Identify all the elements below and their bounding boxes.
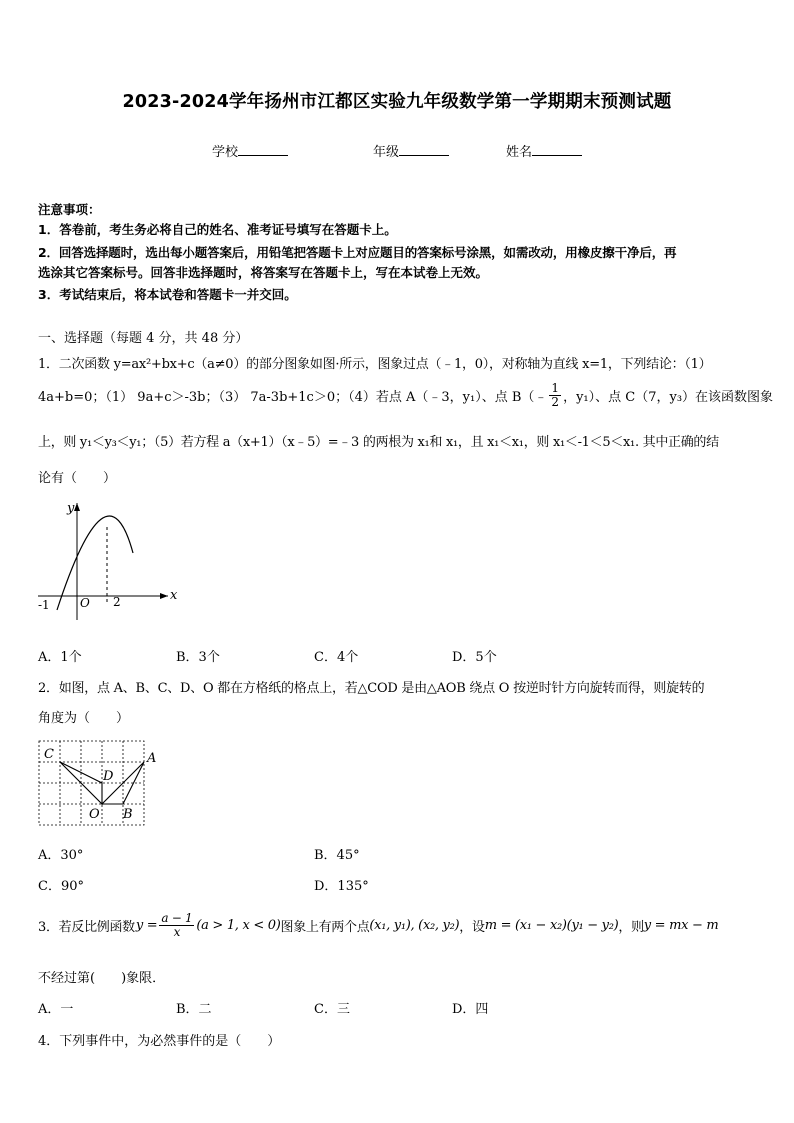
q1-option-b: B．3个 [176, 650, 220, 665]
q3-points: (x₁, y₁), (x₂, y₂) [369, 918, 460, 933]
page-title: 2023-2024学年扬州市江都区实验九年级数学第一学期期末预测试题 [122, 92, 672, 112]
graph-origin-label: O [80, 596, 90, 610]
q3-line-equation: y = mx − m [643, 918, 719, 933]
school-field [212, 141, 288, 160]
school-blank [238, 143, 288, 156]
q1-frac-num: 1 [551, 381, 560, 395]
q2-option-c: C．90° [38, 879, 84, 894]
q1-option-d: D．5个 [452, 650, 497, 665]
section-heading: 一、选择题（每题 4 分，共 48 分） [38, 331, 249, 346]
q1-fraction [549, 382, 561, 409]
q3-option-b: B．二 [176, 1002, 212, 1017]
q3-fraction [159, 912, 194, 939]
q3-option-d: D．四 [452, 1002, 489, 1017]
q3-condition: (a > 1, x < 0) [196, 918, 281, 933]
grid-label-d: D [103, 769, 114, 784]
q3-m-definition: m = (x₁ − x₂)(y₁ − y₂) [484, 918, 619, 933]
q1-line-2a: 4a+b=0；（1） 9a+c＞-3b；（3） 7a-3b+1c＞0；（4）若点 A（﹣3，y₁）、点 B（﹣ [38, 390, 548, 405]
q1-option-a: A．1个 [38, 650, 82, 665]
q1-option-c: C．4个 [314, 650, 359, 665]
q3-text-4: ，则 [618, 920, 644, 935]
graph-y-label: y [67, 501, 75, 516]
notes-heading: 注意事项： [38, 202, 101, 217]
graph-x-label: x [170, 588, 178, 603]
q3-line-2: 不经过第( )象限． [38, 971, 166, 986]
grid-label-c: C [44, 747, 54, 762]
note-1: 1．答卷前，考生务必将自己的姓名、准考证号填写在答题卡上。 [38, 222, 397, 237]
graph-minus-one-label: -1 [38, 598, 50, 612]
q1-line-2b: ，y₁）、点 C（7，y₃）在该函数图象 [563, 390, 774, 405]
q3-option-c: C．三 [314, 1002, 350, 1017]
q3-text-3: ，设 [459, 920, 485, 935]
note-2-line-2: 选涂其它答案标号。回答非选择题时，将答案写在答题卡上，写在本试卷上无效。 [38, 265, 489, 280]
q3-y-equals: y = [135, 918, 158, 933]
q1-parabola-graph [30, 495, 190, 625]
q4-line-1: 4．下列事件中，为必然事件的是（ ） [38, 1034, 281, 1049]
q1-line-3: 上，则 y₁＜y₃＜y₁；（5）若方程 a（x+1）（x﹣5）=﹣3 的两根为 x₁和 x₁，且 x₁＜x₁，则 x₁＜-1＜5＜x₁. 其中正确的结 [38, 435, 719, 450]
q3-frac-num: a − 1 [161, 911, 193, 925]
q1-line-2 [38, 382, 773, 409]
q2-grid-figure [36, 738, 166, 830]
grade-blank [399, 143, 449, 156]
name-field [506, 141, 582, 160]
q3-option-a: A．一 [38, 1002, 74, 1017]
q2-option-b: B．45° [314, 848, 360, 863]
name-label: 姓名 [506, 145, 533, 160]
q2-option-a: A．30° [38, 848, 84, 863]
school-label: 学校 [212, 145, 239, 160]
q2-line-2: 角度为（ ） [38, 711, 130, 726]
q1-frac-den: 2 [551, 395, 560, 409]
y-axis-arrow [74, 503, 80, 511]
q3-line-1 [38, 912, 718, 939]
q3-intro: 3．若反比例函数 [38, 920, 135, 935]
note-2-line-1: 2．回答选择题时，选出每小题答案后，用铅笔把答题卡上对应题目的答案标号涂黑，如需改动，用橡皮擦干净后，再 [38, 245, 677, 260]
q2-option-d: D．135° [314, 879, 369, 894]
q3-text-2: 图象上有两个点 [280, 920, 370, 935]
name-blank [532, 143, 582, 156]
q1-line-4: 论有（ ） [38, 471, 117, 486]
q1-line-1: 1．二次函数 y=ax²+bx+c（a≠0）的部分图象如图·所示，图象过点（﹣1，0），对称轴为直线 x=1，下列结论：（1） [38, 357, 712, 372]
q2-line-1: 2．如图，点 A、B、C、D、O 都在方格纸的格点上，若△COD 是由△AOB 绕点 O 按逆时针方向旋转而得，则旋转的 [38, 681, 705, 696]
x-axis-arrow [160, 593, 168, 599]
graph-two-label: 2 [113, 595, 121, 609]
grade-label: 年级 [373, 145, 400, 160]
grid-label-a: A [147, 751, 157, 766]
note-3: 3．考试结束后，将本试卷和答题卡一并交回。 [38, 287, 297, 302]
q3-frac-den: x [173, 925, 181, 939]
grid-label-b: B [123, 807, 133, 822]
grade-field [373, 141, 449, 160]
grid-label-o: O [89, 807, 100, 822]
